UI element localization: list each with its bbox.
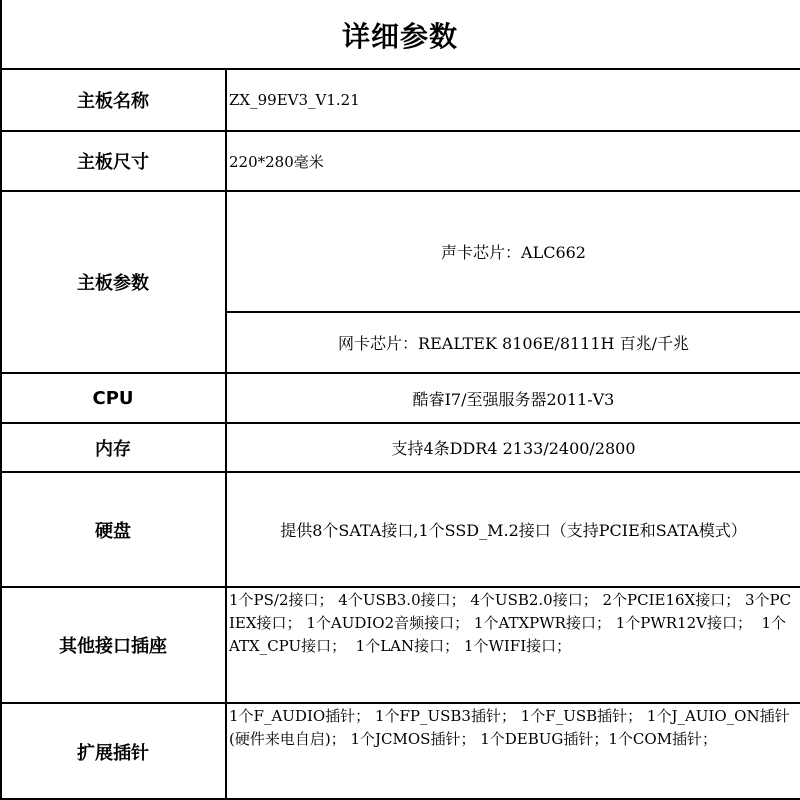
table-rule [0, 422, 800, 424]
value-board-size: 220*280毫米 [229, 152, 324, 171]
value-memory: 支持4条DDR4 2133/2400/2800 [391, 439, 636, 458]
table-rule [0, 190, 800, 192]
value-sound-chip: 声卡芯片：ALC662 [441, 243, 586, 262]
label-cpu: CPU [92, 387, 134, 409]
label-ports: 其他接口插座 [59, 636, 167, 657]
table-rule [0, 586, 800, 588]
label-board-size: 主板尺寸 [77, 152, 149, 173]
label-disk: 硬盘 [95, 520, 131, 542]
table-rule [0, 130, 800, 132]
table-rule [0, 372, 800, 374]
table-rule [0, 68, 800, 70]
value-board-name: ZX_99EV3_V1.21 [229, 91, 360, 109]
label-board-name: 主板名称 [77, 91, 149, 112]
table-rule [0, 702, 800, 704]
value-cpu: 酷睿I7/至强服务器2011-V3 [412, 389, 615, 409]
table-rule [0, 471, 800, 473]
value-disk: 提供8个SATA接口,1个SSD_M.2接口（支持PCIE和SATA模式） [280, 521, 747, 540]
label-memory: 内存 [95, 438, 131, 460]
table-rule [0, 0, 2, 800]
label-headers: 扩展插针 [77, 742, 149, 764]
value-network-chip: 网卡芯片：REALTEK 8106E/8111H 百兆/千兆 [338, 334, 689, 353]
table-rule [225, 69, 227, 800]
value-headers: 1个F_AUDIO插针； 1个FP_USB3插针； 1个F_USB插针； 1个J_AUIO_ON插针(硬件来电自启)； 1个JCMOS插针； 1个DEBUG插针；1个COM插针； [229, 707, 790, 748]
value-ports: 1个PS/2接口； 4个USB3.0接口； 4个USB2.0接口； 2个PCIE16X接口； 3个PCIEX接口； 1个AUDIO2音频接口； 1个ATXPWR接口； 1个PWR12V接口； 1个ATX_CPU接口； 1个LAN接口； 1个WIFI接口； [229, 591, 792, 655]
table-title: 详细参数 [341, 19, 458, 53]
table-rule [226, 311, 800, 313]
label-board-params: 主板参数 [77, 273, 149, 294]
